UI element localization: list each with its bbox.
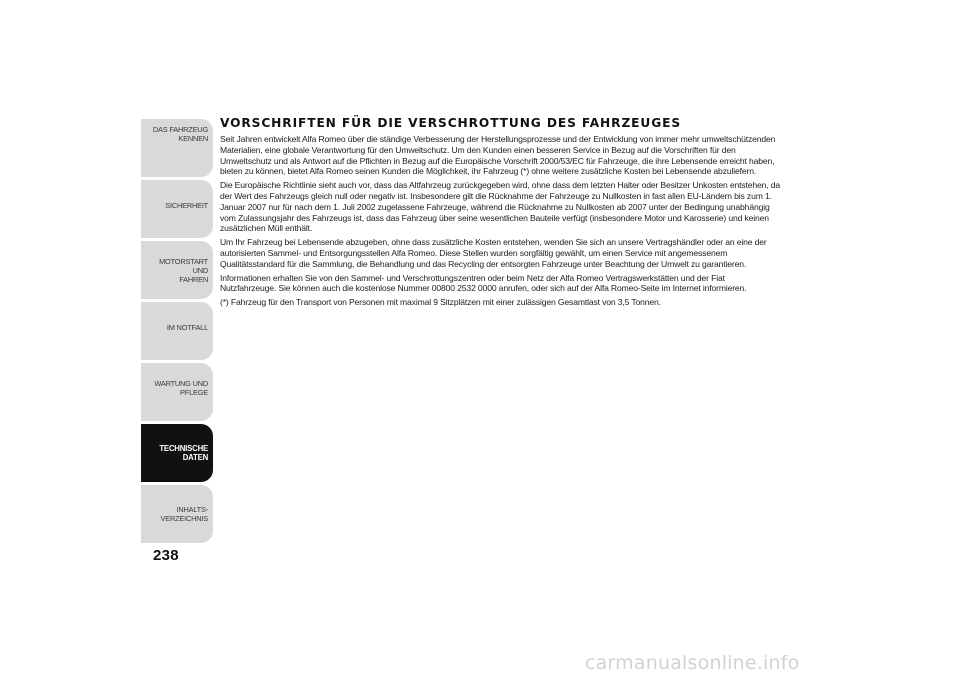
tab-label: TECHNISCHE DATEN [159,444,208,462]
page-title: VORSCHRIFTEN FÜR DIE VERSCHROTTUNG DES FAHRZEUGES [220,116,682,130]
section-tabs [141,119,213,544]
tab-label: DAS FAHRZEUG KENNEN [152,125,208,143]
tab-im-notfall[interactable] [141,302,213,360]
tab-technische-daten[interactable] [141,424,213,482]
paragraph: Informationen erhalten Sie von den Sammel- und Verschrottungszentren oder beim Netz der Alfa Romeo Vertragswerkstätten und der Fiat Nutzfahrzeuge. Sie können auch die kostenlose Nummer 00800 2532 0000 anrufen, oder sich auf der Alfa Romeo-Seite im Internet informieren. [220,272,747,294]
paragraph: Um Ihr Fahrzeug bei Lebensende abzugeben, ohne dass zusätzliche Kosten entstehen, wenden Sie sich an unsere Vertragshändler oder an eine der autorisierten Sammel- und Entsorgungsstellen Alfa Romeo. Diese Stellen wurden sorgfältig gewählt, um einen Service mit angemessenem Qualitätsstandard für die Sammlung, die Behandlung und das Recycling der entsorgten Fahrzeuge unter Beachtung der Umwelt zu garantieren. [220,237,767,269]
tab-label: WARTUNG UND PFLEGE [154,379,208,397]
page-number: 238 [153,547,179,564]
tab-das-fahrzeug-kennen[interactable] [141,119,213,177]
footnote: (*) Fahrzeug für den Transport von Personen mit maximal 9 Sitzplätzen mit einer zulässigen Gesamtlast von 3,5 Tonnen. [220,297,661,308]
tab-motorstart-und-fahren[interactable] [141,241,213,299]
tab-inhaltsverzeichnis[interactable] [141,485,213,543]
tab-sicherheit[interactable] [141,180,213,238]
paragraph: Seit Jahren entwickelt Alfa Romeo über die ständige Verbesserung der Herstellungsprozesse und der Entwicklung von immer mehr umweltschützenden Materialien, eine globale Verantwortung für den Umweltschutz. Um den Kunden einen besseren Service in Bezug auf die Vorschriften für den Umweltschutz und als Antwort auf die Pflichten in Bezug auf die Europäische Vorschrift 2000/53/EC für Fahrzeuge, die ihre Lebensende erreicht haben, bieten zu können, bietet Alfa Romeo seinen Kunden die Möglichkeit, ihr Fahrzeug (*) ohne weitere zusätzliche Kosten bei Lebensende abzuliefern. [220,134,776,177]
page-content [220,116,780,311]
paragraph: Die Europäische Richtlinie sieht auch vor, dass das Altfahrzeug zurückgegeben wird, ohne dass dem letzten Halter oder Besitzer Unkosten entstehen, da der Wert des Fahrzeugs gleich null oder negativ ist. Insbesondere gilt die Rücknahme der Fahrzeuge zu Nullkosten in fast allen EU-Ländern bis zum 1. Januar 2007 nur für nach dem 1. Juli 2002 zugelassene Fahrzeuge, während die Rücknahme zu Nullkosten ab 2007 unter der Bedingung unabhängig vom Zulassungsjahr des Fahrzeugs ist, dass das Fahrzeug über seine wesentlichen Bauteile verfügt (insbesondere Motor und Karosserie) und keinen zusätzlichen Müll enthält. [220,180,780,234]
tab-label: INHALTS- VERZEICHNIS [160,505,208,523]
tab-wartung-und-pflege[interactable] [141,363,213,421]
tab-label: SICHERHEIT [165,201,208,210]
tab-label: IM NOTFALL [166,323,208,332]
tab-label: MOTORSTART UND FAHREN [159,257,208,284]
watermark: carmanualsonline.info [585,652,800,674]
